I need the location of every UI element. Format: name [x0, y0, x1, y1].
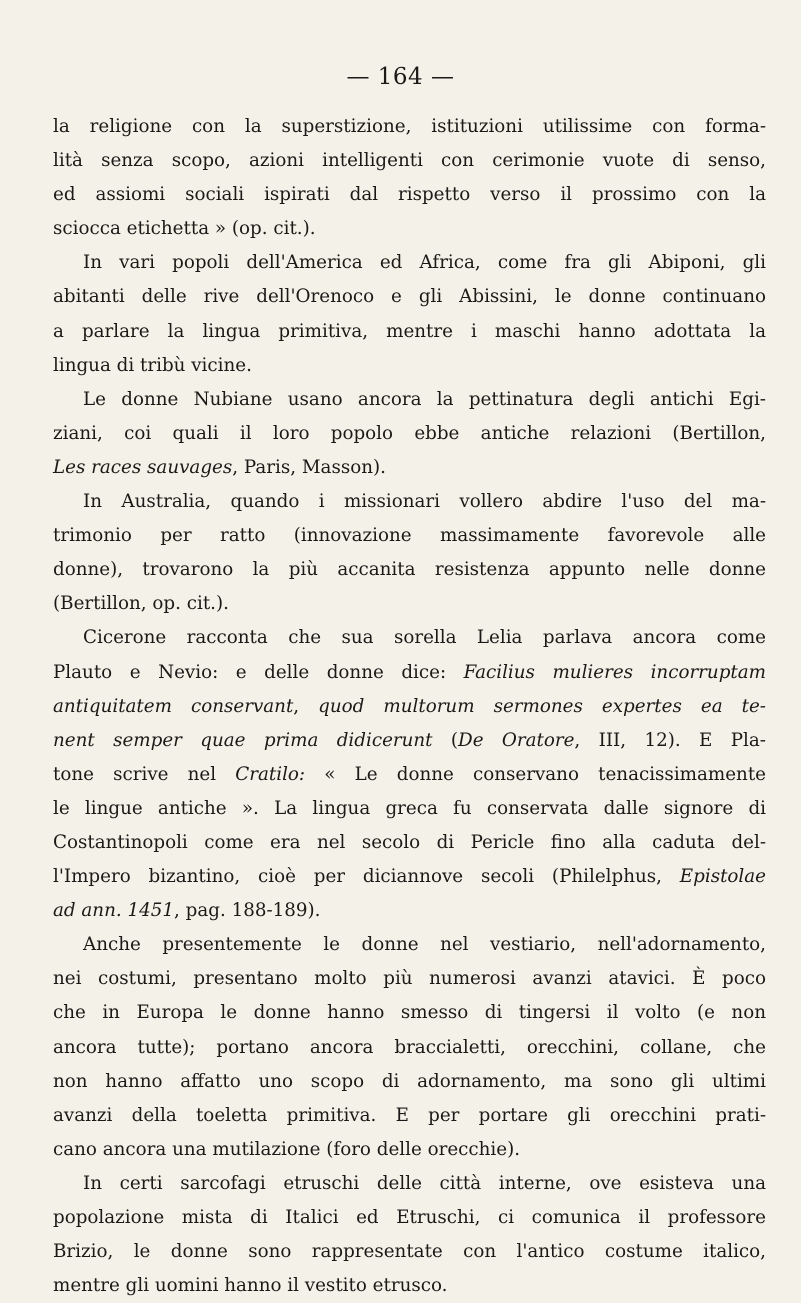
text-line: [53, 383, 766, 417]
text-line: [53, 792, 766, 826]
text-line: [53, 860, 766, 894]
text-run: Costantinopoli come era nel secolo di Pericle fino alla caduta del-: [53, 831, 766, 853]
text-line: [53, 656, 766, 690]
text-run: non hanno affatto uno scopo di adornamento, ma sono gli ultimi: [53, 1070, 766, 1092]
text-line: [53, 553, 766, 587]
text-run: donne), trovarono la più accanita resistenza appunto nelle donne: [53, 559, 766, 581]
text-run: ,: [293, 695, 319, 717]
italic-title: ad ann. 1451: [53, 900, 175, 922]
text-run: In certi sarcofagi etruschi delle città interne, ove esisteva una: [83, 1172, 766, 1194]
text-run: (Bertillon, op. cit.).: [53, 593, 229, 615]
text-run: ed assiomi sociali ispirati dal rispetto verso il prossimo con la: [53, 184, 766, 206]
text-line: [53, 894, 766, 928]
text-run: In Australia, quando i missionari vollero abdire l'uso del ma-: [83, 491, 766, 513]
text-run: , III, 12). E Pla-: [574, 729, 766, 751]
text-run: a parlare la lingua primitiva, mentre i maschi hanno adottata la: [53, 320, 766, 342]
text-run: sciocca etichetta » (op. cit.).: [53, 218, 316, 240]
text-run: lingua di tribù vicine.: [53, 354, 252, 376]
text-run: la religione con la superstizione, istituzioni utilissime con forma-: [53, 116, 766, 137]
text-run: (: [432, 729, 459, 751]
text-line: [53, 246, 766, 280]
text-line: [53, 1099, 766, 1133]
text-line: [53, 1065, 766, 1099]
text-run: Plauto e Nevio: e delle donne dice:: [53, 661, 464, 683]
page-number: — 164 —: [346, 64, 455, 90]
text-line: [53, 417, 766, 451]
text-line: [53, 315, 766, 349]
text-run: mentre gli uomini hanno il vestito etrusco.: [53, 1275, 448, 1297]
text-line: [53, 451, 766, 485]
text-run: che in Europa le donne hanno smesso di tingersi il volto (e non: [53, 1002, 766, 1024]
text-line: [53, 928, 766, 962]
latin-quote: quod multorum sermones expertes ea te-: [318, 695, 766, 717]
text-line: [53, 212, 766, 246]
text-run: lità senza scopo, azioni intelligenti con cerimonie vuote di senso,: [53, 150, 766, 172]
text-run: tone scrive nel: [53, 763, 236, 785]
text-line: [53, 485, 766, 519]
text-run: ancora tutte); portano ancora braccialetti, orecchini, collane, che: [53, 1036, 766, 1058]
text-line: [53, 519, 766, 553]
text-run: , pag. 188-189).: [174, 900, 321, 922]
text-line: [53, 621, 766, 655]
text-line: [53, 826, 766, 860]
text-line: [53, 349, 766, 383]
text-line: [53, 758, 766, 792]
text-line: [53, 996, 766, 1030]
body-text: [53, 110, 766, 1303]
text-run: popolazione mista di Italici ed Etruschi, ci comunica il professore: [53, 1207, 766, 1228]
text-line: [53, 1269, 766, 1303]
text-run: « Le donne conservano tenacissimamente: [305, 763, 766, 785]
text-line: [53, 587, 766, 621]
text-line: [53, 1031, 766, 1065]
text-run: trimonio per ratto (innovazione massimamente favorevole alle: [53, 525, 766, 547]
text-run: nei costumi, presentano molto più numerosi avanzi atavici. È poco: [53, 968, 766, 990]
latin-quote: nent semper quae prima didicerunt: [53, 729, 433, 751]
text-line: [53, 178, 766, 212]
latin-quote: Facilius mulieres incorruptam: [463, 661, 766, 683]
text-run: Anche presentemente le donne nel vestiario, nell'adornamento,: [83, 934, 766, 956]
text-run: abitanti delle rive dell'Orenoco e gli Abissini, le donne continuano: [53, 286, 766, 308]
text-run: l'Impero bizantino, cioè per diciannove secoli (Philelphus,: [53, 866, 680, 888]
text-line: [53, 724, 766, 758]
text-line: [53, 1235, 766, 1269]
text-run: , Paris, Masson).: [232, 456, 386, 478]
italic-title: Les races sauvages: [53, 456, 233, 478]
italic-title: Epistolae: [679, 866, 766, 888]
text-line: [53, 690, 766, 724]
italic-title: De Oratore: [458, 729, 575, 751]
text-line: [53, 962, 766, 996]
text-line: [53, 1201, 766, 1235]
text-run: Brizio, le donne sono rappresentate con l'antico costume italico,: [53, 1241, 766, 1263]
italic-title: Cratilo:: [235, 763, 306, 785]
text-run: avanzi della toeletta primitiva. E per portare gli orecchini prati-: [53, 1104, 766, 1126]
text-run: Le donne Nubiane usano ancora la pettinatura degli antichi Egi-: [83, 388, 766, 410]
text-line: [53, 1133, 766, 1167]
text-line: [53, 144, 766, 178]
text-run: ziani, coi quali il loro popolo ebbe antiche relazioni (Bertillon,: [53, 422, 766, 444]
latin-quote: antiquitatem conservant: [53, 695, 294, 717]
text-line: [53, 110, 766, 144]
text-run: le lingue antiche ». La lingua greca fu conservata dalle signore di: [53, 797, 766, 819]
text-line: [53, 1167, 766, 1201]
text-line: [53, 280, 766, 314]
text-run: cano ancora una mutilazione (foro delle orecchie).: [53, 1138, 521, 1160]
text-run: In vari popoli dell'America ed Africa, come fra gli Abiponi, gli: [83, 252, 766, 274]
text-run: Cicerone racconta che sua sorella Lelia parlava ancora come: [83, 627, 766, 649]
